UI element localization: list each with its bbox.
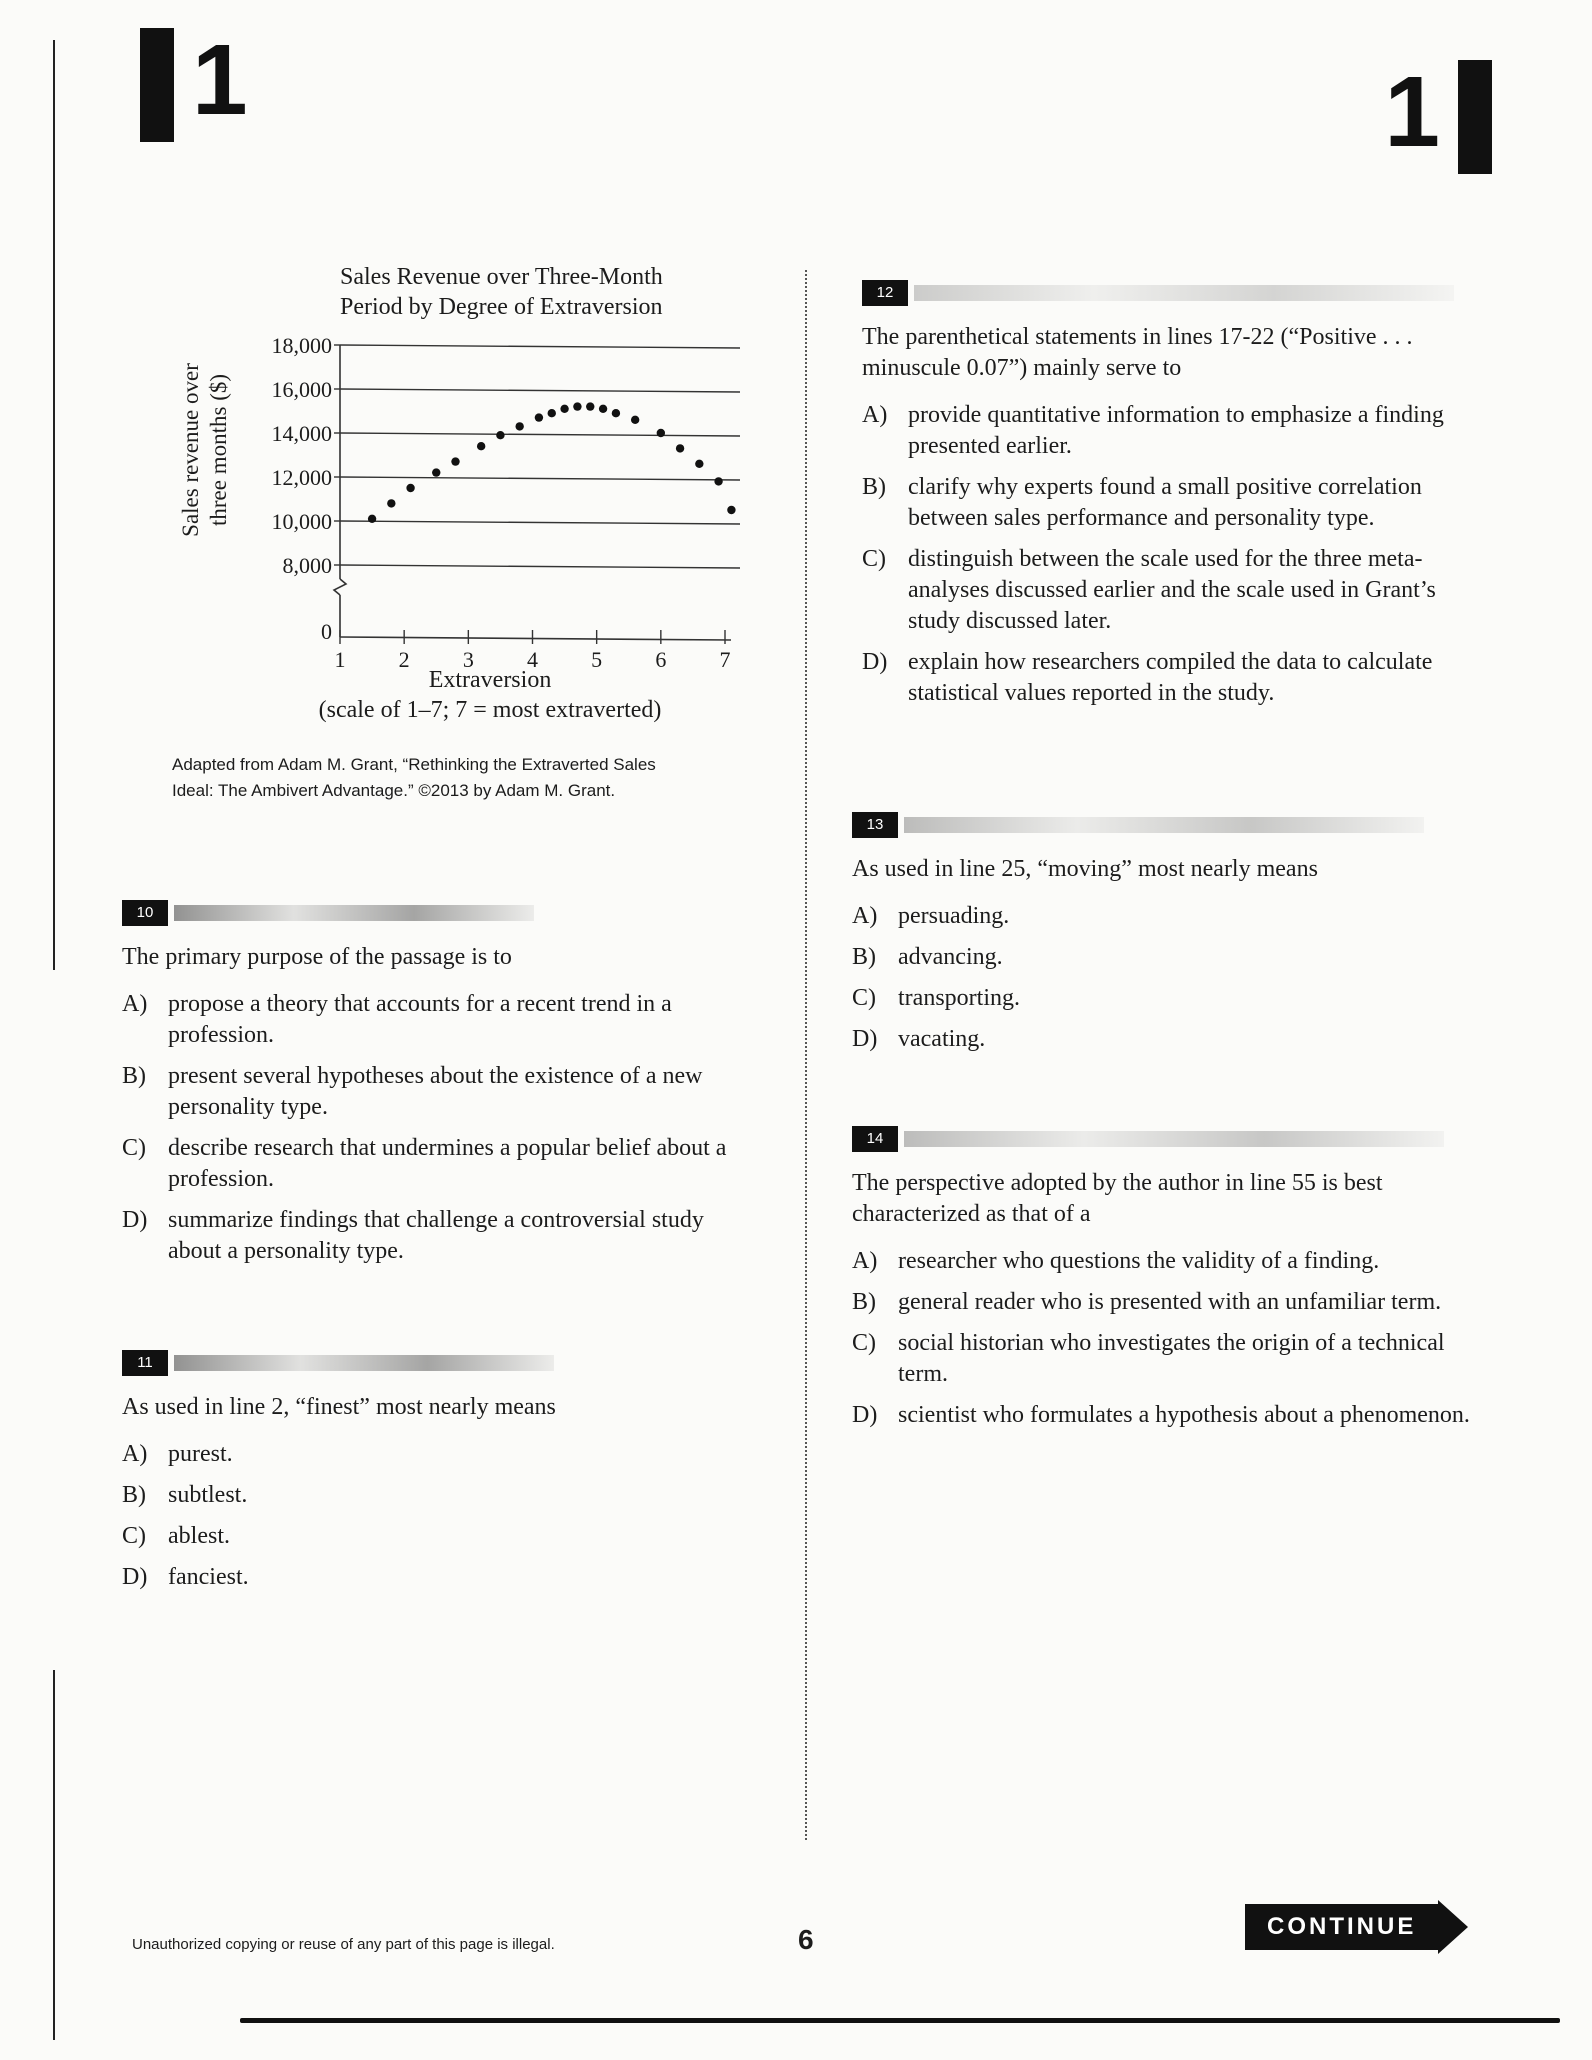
data-point xyxy=(496,431,504,439)
option-letter: C) xyxy=(852,985,876,1011)
left-margin-line xyxy=(53,40,55,970)
answer-option-d[interactable] xyxy=(122,1205,762,1267)
question-number-badge: 14 xyxy=(852,1126,898,1152)
option-letter: D) xyxy=(852,1402,878,1428)
bottom-rule xyxy=(240,2018,1560,2023)
scatter-chart xyxy=(160,315,780,735)
gridline xyxy=(340,565,740,568)
option-letter: B) xyxy=(852,1289,876,1315)
arrow-right-icon xyxy=(1438,1900,1468,1954)
question-header xyxy=(852,812,1482,838)
x-axis-label-line-1: Extraversion xyxy=(428,667,552,693)
question-10 xyxy=(122,900,762,1277)
answer-option-b[interactable] xyxy=(862,472,1492,534)
x-tick-label: 5 xyxy=(591,647,603,672)
question-stem: The parenthetical statements in lines 17-22 (“Positive . . . minuscule 0.07”) mainly serve to xyxy=(862,324,1413,381)
data-point xyxy=(695,460,703,468)
option-text: general reader who is presented with an unfamiliar term. xyxy=(898,1289,1442,1315)
data-point xyxy=(368,515,376,523)
data-point xyxy=(406,484,414,492)
column-divider xyxy=(805,270,807,1840)
section-number-left: 1 xyxy=(192,24,248,136)
answer-option-a[interactable] xyxy=(852,901,1482,932)
data-point xyxy=(432,468,440,476)
data-point xyxy=(714,477,722,485)
answer-options xyxy=(862,400,1492,709)
option-letter: D) xyxy=(862,649,888,675)
y-axis-label-line-2: three months ($) xyxy=(206,373,231,527)
option-text: propose a theory that accounts for a recent trend in a profession. xyxy=(168,991,672,1048)
chart-grid xyxy=(334,345,740,644)
answer-option-b[interactable] xyxy=(852,1287,1482,1318)
data-point xyxy=(657,429,665,437)
chart-title xyxy=(340,262,740,322)
x-tick-label: 4 xyxy=(527,647,538,672)
answer-option-d[interactable] xyxy=(852,1400,1482,1431)
option-text: transporting. xyxy=(898,985,1020,1011)
gridline xyxy=(340,345,740,348)
answer-option-a[interactable] xyxy=(852,1246,1482,1277)
x-axis-label-line-2: (scale of 1–7; 7 = most extraverted) xyxy=(318,697,662,723)
x-tick-label: 7 xyxy=(719,647,731,672)
y-tick-label: 8,000 xyxy=(282,553,332,578)
option-text: present several hypotheses about the existence of a new personality type. xyxy=(168,1063,703,1120)
option-letter: B) xyxy=(122,1063,146,1089)
question-stem: As used in line 25, “moving” most nearly means xyxy=(852,856,1318,882)
x-tick-label: 3 xyxy=(462,647,474,672)
question-number-badge: 11 xyxy=(122,1350,168,1376)
data-point xyxy=(631,416,639,424)
option-text: subtlest. xyxy=(168,1482,248,1508)
data-point xyxy=(515,422,523,430)
option-text: distinguish between the scale used for the three meta-analyses discussed earlier and the scale used in Grant’s study discussed later. xyxy=(908,546,1436,634)
section-bar-right xyxy=(1458,60,1492,174)
option-letter: A) xyxy=(852,903,878,929)
section-marker-right xyxy=(1384,56,1492,174)
answer-options xyxy=(122,1439,762,1593)
option-letter: A) xyxy=(122,991,148,1017)
y-tick-label: 12,000 xyxy=(271,465,332,490)
option-letter: D) xyxy=(122,1564,148,1590)
y-tick-label: 0 xyxy=(321,619,332,644)
option-text: vacating. xyxy=(898,1026,986,1052)
option-text: researcher who questions the validity of a finding. xyxy=(898,1248,1380,1274)
chart-points xyxy=(368,402,736,523)
answer-option-c[interactable] xyxy=(852,983,1482,1014)
scan-noise xyxy=(904,817,1424,833)
answer-option-c[interactable] xyxy=(862,544,1492,637)
x-tick-label: 2 xyxy=(398,647,410,672)
question-12 xyxy=(862,280,1492,719)
left-margin-line-lower xyxy=(53,1670,55,2040)
continue-button[interactable] xyxy=(1245,1904,1468,1950)
answer-option-a[interactable] xyxy=(122,1439,762,1470)
option-text: purest. xyxy=(168,1441,233,1467)
chart-source-note xyxy=(172,752,732,804)
gridline xyxy=(340,521,740,524)
gridline xyxy=(340,477,740,480)
y-tick-label: 10,000 xyxy=(271,509,332,534)
y-axis-label-line-1: Sales revenue over xyxy=(178,363,203,537)
answer-option-a[interactable] xyxy=(862,400,1492,462)
answer-option-c[interactable] xyxy=(852,1328,1482,1390)
answer-option-d[interactable] xyxy=(862,647,1492,709)
data-point xyxy=(599,405,607,413)
question-stem: The primary purpose of the passage is to xyxy=(122,944,512,970)
answer-options xyxy=(852,901,1482,1055)
continue-label: CONTINUE xyxy=(1245,1904,1438,1950)
data-point xyxy=(560,405,568,413)
data-point xyxy=(387,499,395,507)
option-letter: C) xyxy=(122,1135,146,1161)
y-tick-label: 16,000 xyxy=(271,377,332,402)
data-point xyxy=(573,402,581,410)
chart-y-ticks xyxy=(272,333,333,644)
question-number-badge: 12 xyxy=(862,280,908,306)
option-text: explain how researchers compiled the data to calculate statistical values reported in the study. xyxy=(908,649,1433,706)
data-point xyxy=(612,409,620,417)
question-13 xyxy=(852,812,1482,1065)
option-text: scientist who formulates a hypothesis about a phenomenon. xyxy=(898,1402,1470,1428)
option-text: ablest. xyxy=(168,1523,230,1549)
question-11 xyxy=(122,1350,762,1603)
option-text: advancing. xyxy=(898,944,1003,970)
y-tick-label: 18,000 xyxy=(271,333,332,358)
x-axis-line xyxy=(340,637,731,640)
question-14 xyxy=(852,1126,1482,1441)
page-number: 6 xyxy=(798,1924,814,1955)
question-header xyxy=(862,280,1492,306)
option-text: summarize findings that challenge a controversial study about a personality type. xyxy=(168,1207,704,1264)
data-point xyxy=(586,402,594,410)
option-text: persuading. xyxy=(898,903,1010,929)
data-point xyxy=(451,457,459,465)
data-point xyxy=(727,506,735,514)
answer-options xyxy=(122,989,762,1267)
answer-option-b[interactable] xyxy=(122,1061,762,1123)
option-letter: B) xyxy=(852,944,876,970)
option-letter: C) xyxy=(122,1523,146,1549)
option-letter: A) xyxy=(862,402,888,428)
data-point xyxy=(548,409,556,417)
option-letter: D) xyxy=(852,1026,878,1052)
option-text: fanciest. xyxy=(168,1564,249,1590)
gridline xyxy=(340,433,740,436)
data-point xyxy=(477,442,485,450)
option-letter: D) xyxy=(122,1207,148,1233)
source-line-2: Ideal: The Ambivert Advantage.” ©2013 by Adam M. Grant. xyxy=(172,781,616,800)
section-number-right: 1 xyxy=(1384,56,1440,168)
source-line-1: Adapted from Adam M. Grant, “Rethinking the Extraverted Sales xyxy=(172,755,656,774)
answer-option-d[interactable] xyxy=(852,1024,1482,1055)
y-tick-label: 14,000 xyxy=(271,421,332,446)
y-axis-break xyxy=(334,579,346,595)
answer-option-b[interactable] xyxy=(852,942,1482,973)
option-letter: A) xyxy=(852,1248,878,1274)
x-tick-label: 6 xyxy=(655,647,667,672)
data-point xyxy=(676,444,684,452)
question-stem: As used in line 2, “finest” most nearly means xyxy=(122,1394,556,1420)
scan-noise xyxy=(174,905,534,921)
answer-option-b[interactable] xyxy=(122,1480,762,1511)
scan-noise xyxy=(914,285,1454,301)
question-header xyxy=(122,1350,762,1376)
question-header xyxy=(122,900,762,926)
question-number-badge: 10 xyxy=(122,900,168,926)
scan-noise xyxy=(904,1131,1444,1147)
gridline xyxy=(340,389,740,392)
section-marker-left xyxy=(140,24,248,142)
answer-option-d[interactable] xyxy=(122,1562,762,1593)
question-stem: The perspective adopted by the author in line 55 is best characterized as that of a xyxy=(852,1170,1383,1227)
option-letter: B) xyxy=(862,474,886,500)
answer-option-c[interactable] xyxy=(122,1133,762,1195)
option-text: describe research that undermines a popular belief about a profession. xyxy=(168,1135,727,1192)
option-text: social historian who investigates the origin of a technical term. xyxy=(898,1330,1445,1387)
scan-noise xyxy=(174,1355,554,1371)
question-header xyxy=(852,1126,1482,1152)
copyright-notice: Unauthorized copying or reuse of any part of this page is illegal. xyxy=(132,1936,555,1953)
x-tick-label: 1 xyxy=(334,647,346,672)
option-letter: C) xyxy=(852,1330,876,1356)
data-point xyxy=(535,413,543,421)
chart-title-line-2: Period by Degree of Extraversion xyxy=(340,294,663,320)
answer-option-a[interactable] xyxy=(122,989,762,1051)
option-text: provide quantitative information to emphasize a finding presented earlier. xyxy=(908,402,1444,459)
option-letter: B) xyxy=(122,1482,146,1508)
question-number-badge: 13 xyxy=(852,812,898,838)
answer-options xyxy=(852,1246,1482,1431)
answer-option-c[interactable] xyxy=(122,1521,762,1552)
section-bar-left xyxy=(140,28,174,142)
option-text: clarify why experts found a small positive correlation between sales performance and personality type. xyxy=(908,474,1422,531)
option-letter: C) xyxy=(862,546,886,572)
option-letter: A) xyxy=(122,1441,148,1467)
chart-title-line-1: Sales Revenue over Three-Month xyxy=(340,264,663,290)
